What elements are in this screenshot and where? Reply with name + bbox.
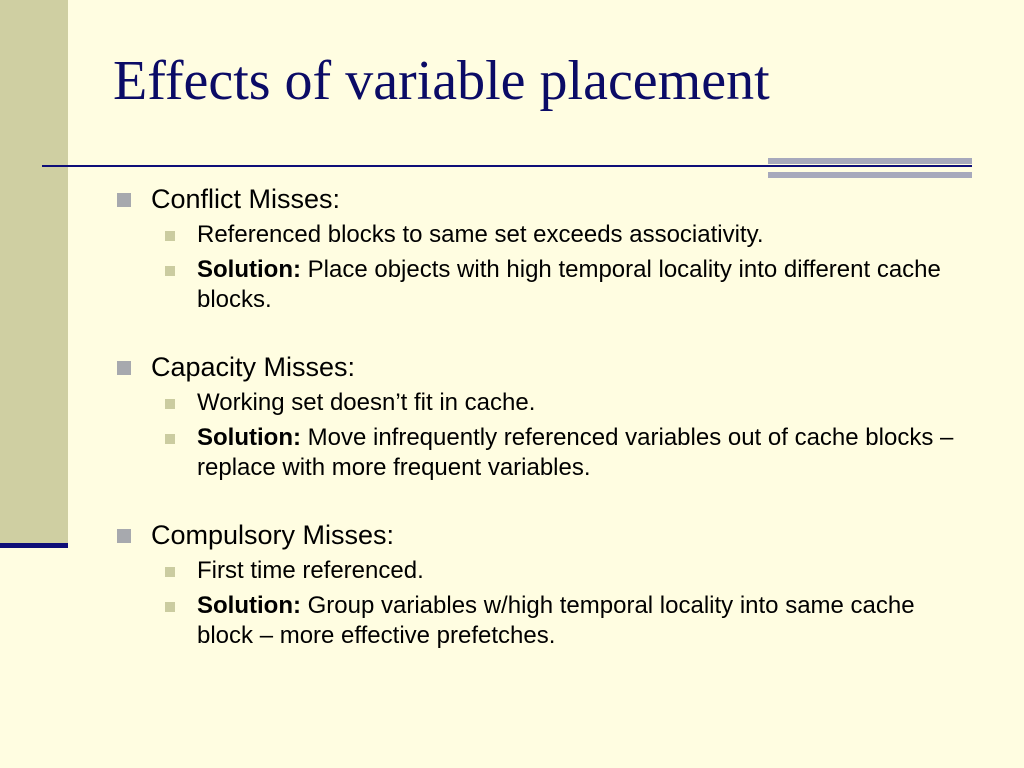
slide-title: Effects of variable placement — [113, 50, 770, 112]
bullet-text — [197, 388, 967, 418]
section-heading: Compulsory Misses: — [151, 520, 395, 550]
left-decorative-band — [0, 0, 68, 545]
bullet-text — [197, 255, 967, 315]
bullet-text — [197, 556, 967, 586]
bullet-body: First time referenced. — [197, 557, 424, 584]
bullet-level2 — [165, 255, 977, 315]
bullet-label: Solution: — [197, 424, 301, 451]
bullet-body: Move infrequently referenced variables out of cache blocks – replace with more frequent variables. — [197, 424, 954, 481]
section-compulsory-misses — [117, 518, 977, 651]
square-bullet-icon — [165, 266, 175, 276]
bullet-label: Solution: — [197, 256, 301, 283]
bullet-body: Place objects with high temporal locality into different cache blocks. — [197, 256, 941, 313]
bullet-level1 — [117, 350, 977, 384]
bullet-level2 — [165, 423, 977, 483]
title-divider-rule — [42, 165, 972, 167]
square-bullet-icon — [165, 231, 175, 241]
bullet-body: Working set doesn’t fit in cache. — [197, 389, 536, 416]
bullet-level2 — [165, 220, 977, 250]
section-capacity-misses — [117, 350, 977, 483]
square-bullet-icon — [117, 361, 131, 375]
title-accent-bar-top — [768, 158, 972, 164]
bullet-text — [197, 220, 967, 250]
section-heading: Conflict Misses: — [151, 184, 341, 214]
bullet-text — [197, 591, 967, 651]
title-accent-bar-bottom — [768, 172, 972, 178]
bullet-body: Group variables w/high temporal locality into same cache block – more effective prefetches. — [197, 592, 915, 649]
slide-content — [117, 182, 977, 686]
square-bullet-icon — [165, 567, 175, 577]
sub-bullet-list — [165, 388, 977, 483]
section-heading: Capacity Misses: — [151, 352, 356, 382]
bullet-level2 — [165, 591, 977, 651]
bullet-level2 — [165, 556, 977, 586]
square-bullet-icon — [165, 399, 175, 409]
bullet-text — [197, 423, 967, 483]
sub-bullet-list — [165, 556, 977, 651]
bullet-level1 — [117, 518, 977, 552]
bullet-body: Referenced blocks to same set exceeds associativity. — [197, 221, 764, 248]
left-band-underline — [0, 543, 68, 548]
bullet-level1 — [117, 182, 977, 216]
sub-bullet-list — [165, 220, 977, 315]
bullet-label: Solution: — [197, 592, 301, 619]
bullet-level2 — [165, 388, 977, 418]
section-conflict-misses — [117, 182, 977, 315]
square-bullet-icon — [117, 193, 131, 207]
square-bullet-icon — [117, 529, 131, 543]
square-bullet-icon — [165, 602, 175, 612]
square-bullet-icon — [165, 434, 175, 444]
